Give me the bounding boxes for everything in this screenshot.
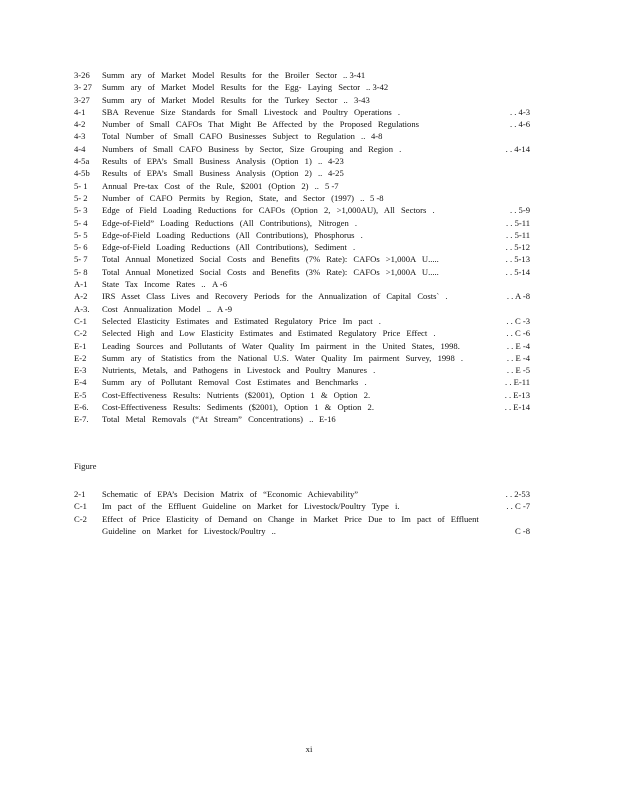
entry-page: . . C -6 (506, 328, 530, 339)
entry-number: 2-1 (74, 489, 86, 499)
toc-entry (74, 376, 534, 388)
toc-entry (74, 229, 534, 241)
entry-number: E-7. (74, 414, 89, 425)
entry-number: A-1 (74, 279, 88, 290)
toc-entry (74, 340, 534, 352)
entry-page: .. 3-42 (366, 82, 389, 93)
entry-page: . . E-11 (505, 377, 530, 388)
entry-page: 5 -7 (325, 180, 339, 191)
entry-title: Results of EPA’s Small Business Analysis (Option 2) .. (102, 168, 323, 179)
toc-entry (74, 253, 534, 265)
toc-entry (74, 217, 534, 229)
entry-title: Leading Sources and Pollutants of Water Quality Im pairment in the United States, 1998. (102, 340, 460, 351)
entry-page: . . 5-13 (505, 254, 530, 265)
entry-number: 5- 1 (74, 180, 88, 191)
entry-title: Edge of Field Loading Reductions for CAFOs (Option 2, >1,000AU), All Sectors . (102, 205, 435, 216)
entry-title: Summ ary of Pollutant Removal Cost Estimates and Benchmarks . (102, 377, 367, 388)
entry-number: 4-4 (74, 143, 86, 154)
entry-page: A -9 (217, 303, 233, 314)
entry-number: 5- 2 (74, 192, 88, 203)
entry-title: Cost Annualization Model .. (102, 303, 212, 314)
entry-number: 5- 5 (74, 229, 88, 240)
entry-number: E-4 (74, 377, 87, 388)
toc-entry (74, 364, 534, 376)
entry-page: . . 5-9 (509, 205, 530, 216)
entry-title: Annual Pre-tax Cost of the Rule, $2001 (Option 2) .. (102, 180, 319, 191)
entry-page: . . 5-12 (505, 242, 530, 253)
figure-entry (74, 500, 534, 512)
figure-entry (74, 488, 534, 500)
list-of-tables (74, 69, 534, 426)
entry-number: 5- 4 (74, 217, 88, 228)
entry-title: Results of EPA’s Small Business Analysis (Option 1) .. (102, 156, 323, 167)
toc-entry (74, 130, 534, 142)
entry-title: Total Number of Small CAFO Businesses Subject to Regulation .. (102, 131, 366, 142)
entry-number: E-6. (74, 402, 89, 413)
entry-page: . . A -8 (506, 291, 530, 302)
entry-page: . . E-13 (504, 389, 530, 400)
toc-entry (74, 204, 534, 216)
entry-page: . . E -4 (506, 340, 530, 351)
entry-number: 4-2 (74, 119, 86, 130)
entry-number: E-3 (74, 365, 87, 376)
entry-title: Selected High and Low Elasticity Estimates and Estimated Regulatory Price Effect . (102, 328, 436, 339)
entry-page: . . 4-3 (509, 106, 530, 117)
entry-title: Number of CAFO Permits by Region, State, and Sector (1997) .. (102, 192, 365, 203)
toc-entry (74, 413, 534, 425)
figure-entry (74, 513, 534, 525)
entry-page: . . E -4 (506, 352, 530, 363)
entry-title: Total Annual Monetized Social Costs and Benefits (7% Rate): CAFOs >1,000A U..... (102, 254, 439, 265)
entry-title: Numbers of Small CAFO Business by Sector, Size Grouping and Region . (102, 143, 402, 154)
entry-number: E-5 (74, 389, 87, 400)
entry-number: 5- 3 (74, 205, 88, 216)
entry-title: Number of Small CAFOs That Might Be Affected by the Proposed Regulations (102, 119, 419, 130)
entry-number: C-1 (74, 315, 87, 326)
list-of-figures (74, 488, 534, 537)
toc-entry (74, 180, 534, 192)
entry-title: Total Metal Removals (“At Stream” Concentrations) .. (102, 414, 314, 425)
entry-title: Cost-Effectiveness Results: Sediments ($2001), Option 1 & Option 2. (102, 402, 374, 413)
entry-number: C-2 (74, 513, 87, 524)
toc-entry (74, 167, 534, 179)
entry-number: 4-3 (74, 131, 86, 142)
toc-entry (74, 69, 534, 81)
entry-title: Summ ary of Market Model Results for the Broiler Sector (102, 70, 338, 80)
entry-number: E-1 (74, 340, 87, 351)
entry-title: Edge-of-Field Loading Reductions (All Contributions), Phosphorus . (102, 229, 363, 240)
toc-entry (74, 389, 534, 401)
entry-number: C-1 (74, 501, 87, 512)
entry-page: 4-23 (328, 156, 344, 167)
entry-title: Summ ary of Market Model Results for the Turkey Sector .. (102, 94, 348, 105)
entry-title: Edge-of-Field” Loading Reductions (All Contributions), Nitrogen . (102, 217, 358, 228)
toc-entry (74, 315, 534, 327)
toc-entry (74, 155, 534, 167)
entry-number: 4-5a (74, 156, 90, 167)
figure-heading: Figure (74, 461, 97, 471)
entry-title: SBA Revenue Size Standards for Small Livestock and Poultry Operations . (102, 106, 401, 117)
toc-entry (74, 327, 534, 339)
entry-number: 4-1 (74, 106, 86, 117)
entry-number: 3-26 (74, 70, 90, 80)
entry-number: 5- 7 (74, 254, 88, 265)
entry-page: . . 5-11 (505, 217, 530, 228)
toc-entry (74, 143, 534, 155)
entry-title: Cost-Effectiveness Results: Nutrients ($2001), Option 1 & Option 2. (102, 389, 371, 400)
entry-page: A -6 (212, 279, 228, 290)
entry-page: . . E -5 (506, 365, 530, 376)
toc-entry (74, 352, 534, 364)
entry-title: Selected Elasticity Estimates and Estimated Regulatory Price Im pact . (102, 315, 381, 326)
entry-page: 4-25 (328, 168, 344, 179)
entry-title: Total Annual Monetized Social Costs and Benefits (3% Rate): CAFOs >1,000A U..... (102, 266, 439, 277)
entry-page: . . 4-6 (509, 119, 530, 130)
entry-number: A-3. (74, 303, 90, 314)
entry-title: Effect of Price Elasticity of Demand on Change in Market Price Due to Im pact of Effluent (102, 513, 479, 524)
page-number: xi (305, 744, 313, 754)
toc-entry (74, 290, 534, 302)
entry-page: . . 5-11 (505, 229, 530, 240)
entry-page: . . E-14 (504, 402, 530, 413)
entry-title: Summ ary of Market Model Results for the Egg- Laying Sector (102, 82, 361, 93)
entry-title: Summ ary of Statistics from the National U.S. Water Quality Im pairment Survey, 1998 . (102, 352, 464, 363)
entry-page: C -8 (514, 525, 530, 536)
entry-title: Edge-of-Field Loading Reductions (All Contributions), Sediment . (102, 242, 356, 253)
entry-title: Schematic of EPA’s Decision Matrix of “Economic Achievability” (102, 489, 359, 499)
entry-page: 3-43 (354, 94, 370, 105)
entry-page: 4-8 (371, 131, 383, 142)
entry-page: . . 2-53 (505, 489, 530, 499)
entry-number: 4-5b (74, 168, 90, 179)
entry-title: Im pact of the Effluent Guideline on Market for Livestock/Poultry Type i. (102, 501, 400, 512)
toc-entry (74, 401, 534, 413)
toc-entry (74, 192, 534, 204)
toc-entry (74, 266, 534, 278)
entry-page: E-16 (319, 414, 336, 425)
entry-page: . . 5-14 (505, 266, 530, 277)
entry-number: 3- 27 (74, 82, 92, 93)
toc-entry (74, 303, 534, 315)
toc-entry (74, 278, 534, 290)
entry-number: A-2 (74, 291, 88, 302)
entry-page: 5 -8 (370, 192, 384, 203)
entry-page: . . C -7 (506, 501, 530, 512)
entry-number: 3-27 (74, 94, 90, 105)
entry-number: E-2 (74, 352, 87, 363)
entry-page: . . C -3 (506, 315, 530, 326)
toc-entry (74, 81, 534, 93)
entry-page: .. 3-41 (343, 70, 366, 80)
entry-number: C-2 (74, 328, 87, 339)
toc-entry (74, 241, 534, 253)
entry-title: IRS Asset Class Lives and Recovery Periods for the Annualization of Capital Costs` . (102, 291, 448, 302)
figure-entry-continuation (74, 525, 534, 537)
entry-title: State Tax Income Rates .. (102, 279, 206, 290)
toc-entry (74, 106, 534, 118)
toc-entry (74, 94, 534, 106)
entry-number: 5- 8 (74, 266, 88, 277)
toc-entry (74, 118, 534, 130)
entry-page: . . 4-14 (505, 143, 530, 154)
entry-number: 5- 6 (74, 242, 88, 253)
entry-title-continued: Guideline on Market for Livestock/Poultry .. (102, 525, 276, 536)
entry-title: Nutrients, Metals, and Pathogens in Livestock and Poultry Manures . (102, 365, 376, 376)
